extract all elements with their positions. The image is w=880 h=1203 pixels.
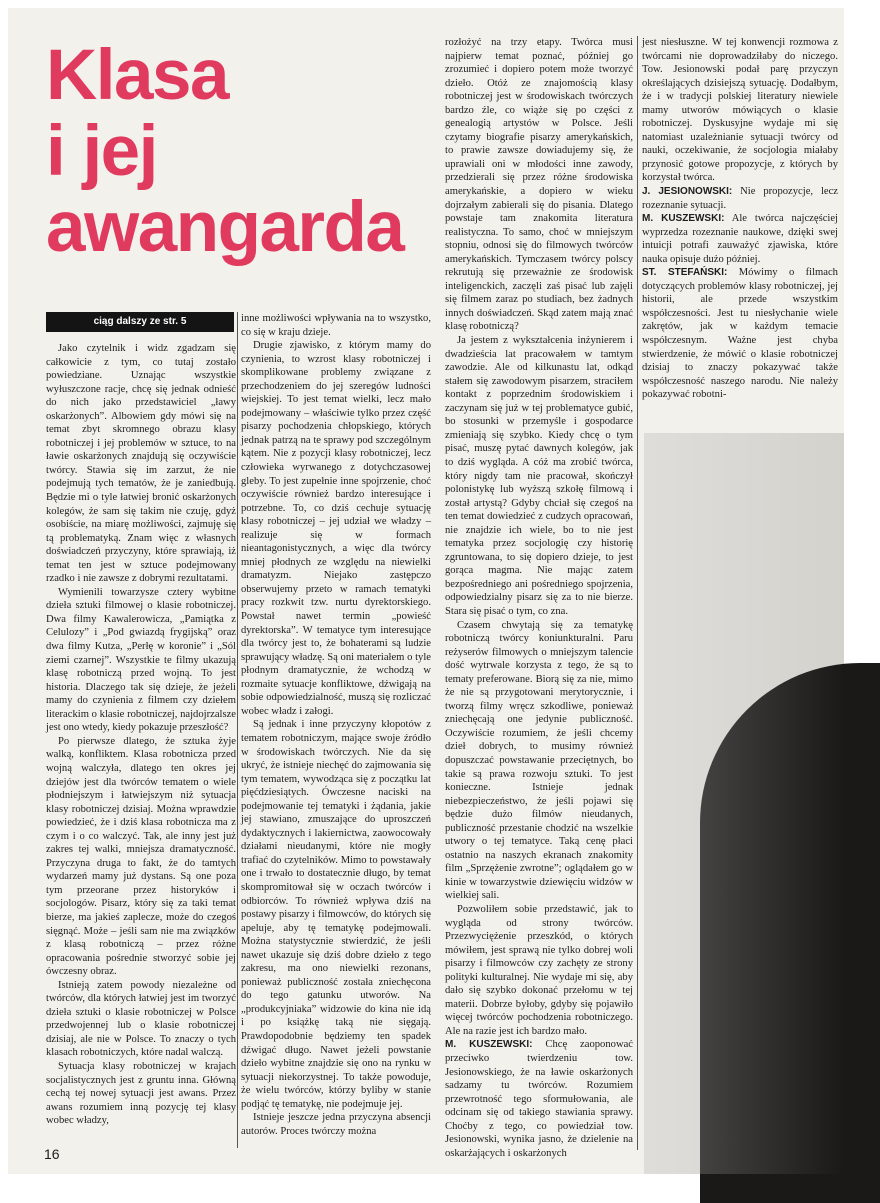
text-column-3 bbox=[445, 36, 634, 1159]
paragraph-text: Drugie zjawisko, z którym mamy do czynienia, to wzrost klasy robotniczej i skomplikowane problemy związane z przechodzeniem do jej szeregów ludności wiejskiej. To jest temat wielki, lecz mało podejmowany – właściwie tylko przez część pisarzy pochodzenia chłopskiego, których jednak patrzą na te sprawy pod szczególnym kątem. Nie z pozycji klasy robotniczej, lecz człowieka wyrwanego z dotychczasowej gleby. To jest zupełnie inne spojrzenie, choć oczywiście również bardzo interesujące i potrzebne. To, co dziś cechuje sytuację klasy robotniczej – jej udział we władzy – realizuje się w formach nieantagonistycznych, a więc dla twórcy mniej płodnych ze względu na niewielki dramatyzm. Niejako zastępczo obserwujemy przeto w ramach tematyki pracy rozkwit tzw. nurtu dyrektorskiego. Powstał nawet termin „powieść dyrektorska”. W tematyce tym interesujące dla twórcy jest to, że bohaterami są ludzie sprawujący władzę. Są oni materiałem o tyle płodnym dramatycznie, że wchodzą w rozmaite sytuacje konfliktowe, dźwigają na sobie odpowiedzialność, muszą się rozliczać wobec władz i załogi. bbox=[241, 340, 431, 717]
paragraph-text: inne możliwości wpływania na to wszystko, co się w kraju dzieje. bbox=[241, 313, 431, 338]
paragraph-text: Sytuacja klasy robotniczej w krajach socjalistycznych jest z gruntu inna. Główną cechą tej nowej sytuacji jest awans. Przez awans rozumiem inną pozycję tej klasy wobec władzy, bbox=[46, 1060, 236, 1127]
speaker-name: M. KUSZEWSKI: bbox=[642, 213, 725, 225]
paragraph-text: Są jednak i inne przyczyny kłopotów z tematem robotniczym, mające swoje źródło w środowiskach twórczych. Nie da się ukryć, że istnieje niechęć do zajmowania się tym tematem, wywodząca się z początku lat pięćdziesiątych. Ówczesne naciski na podejmowanie tej tematyki i żądania, jakie jej stawiano, zmuszające do uproszczeń dydaktycznych i lakiernictwa, zaowocowały działami nieudanymi, które nie mogły trafiać do czytelników. Mimo to powstawały one i trwało to dostatecznie długo, by temat skompromitował się w oczach twórców i odbiorców. To również wpływa dziś na postawy pisarzy i filmowców, do których się apeluje, aby tę tematykę podejmowali. Można statystycznie stwierdzić, że jeśli nawet ukazuje się dziś dobre dzieło z tego zakresu, ma ono niewielki rezonans, ponieważ publiczność została zniechęcona do tego gatunku utworów. Na „produkcyjniaka” widzowie do kina nie idą i po książkę taką nie sięgają. Prawdopodobnie będziemy ten spadek dźwigać długo. Nawet jeżeli powstanie dzieło wybitne znajdzie się ono na rynku w sytuacji niekorzystnej. To także powoduje, że wielu twórców, którzy byliby w stanie podjąć tę tematykę, nie podejmuje jej. bbox=[241, 719, 431, 1110]
paragraph-text: Wymienili towarzysze cztery wybitne dzieła sztuki filmowej o klasie robotniczej. Dwa filmy Kawalerowicza, „Pamiątka z Celulozy” i „Pod gwiazdą frygijską” oraz dwa filmy Kutza, „Perłę w koronie” i „Sól ziemi czarnej”. Wszystkie te filmy ukazują klasę robotniczą przed wojną. To jest historia. Dlaczego tak się dzieje, że jeżeli mamy do czynienia z filmem czy dziełem literackim o klasie robotniczej, najdojrzalsze jest ono wtedy, kiedy pokazuje przeszłość? bbox=[46, 586, 236, 734]
paragraph-text: Po pierwsze dlatego, że sztuka żyje walką, konfliktem. Klasa robotnicza przed wojną walczyła, dlatego ten okres jej dziejów jest dla twórców tematem o wiele płodniejszym i łatwiejszym niż sytuacja klasy robotniczej dzisiaj. Można wprawdzie powiedzieć, że i dziś klasa robotnicza ma z czym i o co walczyć. Tak, ale inny jest już zakres tej walki, mniejsza dramatyczność. Przyczyna druga to fakt, że do tamtych wydarzeń mamy już dystans. Są one poza tym przeorane przez historyków i socjologów. Pisarz, który się za taki temat bierze, ma jakieś zaplecze, może do czegoś sięgnąć. Może – jeśli sam nie ma związków z klasą robotniczą – przez różne opracowania pośrednie stworzyć sobie jej ówczesny obraz. bbox=[46, 735, 236, 978]
paragraph bbox=[46, 979, 236, 1060]
paragraph bbox=[445, 334, 633, 618]
paragraph bbox=[46, 342, 236, 586]
column-divider bbox=[237, 312, 238, 1148]
column-divider bbox=[637, 36, 638, 1150]
paragraph bbox=[241, 312, 431, 339]
page-number: 16 bbox=[44, 1146, 60, 1162]
paragraph bbox=[445, 619, 633, 903]
paragraph bbox=[241, 718, 431, 1111]
paragraph-text: Pozwoliłem sobie przedstawić, jak to wygląda od strony twórców. Przezwyciężenie przeszkód, o których mówiłem, jest sprawą nie tylko dobrej woli pisarzy i filmowców czy zachęty ze strony polityki kulturalnej. Nie wydaje mi się, aby dało się szybko dokonać przełomu w tej materii. Dobrze byłoby, gdyby się pojawiło więcej twórców pochodzenia robotniczego. Ale na razie jest ich bardzo mało. bbox=[445, 904, 633, 1037]
title-line: i jej bbox=[46, 112, 157, 191]
paragraph-text: Mówimy o filmach dotyczących problemów klasy robotniczej, jej historii, ale przede wszystkim współczesności. Jest tu niesłychanie wiele zakrętów, jak w każdym temacie współczesnym. Ważne jest chyba stwierdzenie, że mówić o klasie robotniczej dzisiaj to znaczy pokazywać także współczesność naszego narodu. Nie należy pokazywać robotni- bbox=[642, 267, 838, 401]
paragraph-text: Chcę zaoponować przeciwko twierdzeniu tow. Jesionowskiego, że na ławie oskarżonych sadzamy tu twórców. Rozumiem przewrotność tego sformułowania, ale odcinam się od takiego stawiania sprawy. Choćby z tego, co powiedział tow. Jesionowski, wynika jasno, że dzielenie na oskarżających i oskarżonych bbox=[445, 1039, 634, 1159]
paragraph-text: Nie propozycje, lecz rozeznanie sytuacji. bbox=[642, 186, 838, 211]
portrait-photo bbox=[644, 433, 844, 1174]
paragraph-text: Ja jestem z wykształcenia inżynierem i dwadzieścia lat pracowałem w tamtym zawodzie. Ale od kilkunastu lat, odkąd stałem się zawodowym pisarzem, straciłem kontakt z poprzednim środowiskiem i zaczynam się już w tej problematyce gubić, bo stosunki w przemyśle i gospodarce zmieniają się szybko. Kiedy chcę o tym pisać, muszę pytać dawnych kolegów, jak to dziś wygląda. A cóż ma zrobić twórca, który nigdy tam nie pracował, skończył polonistykę lub wyższą szkołę filmową i został artystą? Gdyby chciał się czegoś na ten temat dowiedzieć z cudzych opracowań, nie znajdzie ich wiele, bo to nie jest tematyka przez socjologię czy historię zgruntowana, to się dopiero dzieje, to jest gorąca magma. Nie mając zatem bezpośredniego ani pośredniego spojrzenia, odpowiedzialny pisarz się za to nie bierze. Stara się pisać o tym, co zna. bbox=[445, 335, 633, 617]
speaker-name: ST. STEFAŃSKI: bbox=[642, 267, 728, 279]
magazine-page bbox=[8, 8, 844, 1174]
article-title bbox=[46, 38, 403, 266]
paragraph bbox=[642, 266, 838, 401]
title-line: Klasa bbox=[46, 36, 228, 115]
speaker-name: M. KUSZEWSKI: bbox=[445, 1039, 533, 1051]
paragraph bbox=[642, 36, 838, 185]
paragraph bbox=[445, 1038, 633, 1160]
continuation-label: ciąg dalszy ze str. 5 bbox=[46, 312, 234, 332]
paragraph bbox=[46, 735, 236, 979]
speaker-name: J. JESIONOWSKI: bbox=[642, 186, 733, 198]
paragraph-text: rozłożyć na trzy etapy. Twórca musi najpierw temat poznać, później go zrozumieć i dopiero potem może tworzyć dzieło. Otóż ze znajomością klasy robotniczej jest w środowiskach twórczych bardzo źle, co wiąże się po części z genealogią artystów w Polsce. Jeśli czytamy biografie pisarzy amerykańskich, to prawie zawsze dowiadujemy się, że uprawiali oni w młodości inne zawody, przedzierali się przez różne środowiska amerykańskie, a dopiero w wieku dojrzałym zabierali się do pisania. Dlatego powstaje tam znakomita literatura realistyczna. To samo, choć w mniejszym stopniu, odnosi się do filmowych twórców amerykańskich. Tymczasem twórcy polscy rekrutują się przeważnie ze środowisk inteligenckich, zaczęli zaś pisać lub zajęli się filmem zaraz po studiach, bez żadnych innych doświadczeń. Skąd zatem mają znać klasę robotniczą? bbox=[445, 37, 633, 333]
text-column-1 bbox=[46, 342, 236, 1148]
text-column-2 bbox=[241, 312, 431, 1148]
paragraph-text: Istnieje jeszcze jedna przyczyna absencji autorów. Proces twórczy można bbox=[241, 1112, 431, 1137]
paragraph-text: jest niesłuszne. W tej konwencji rozmowa z twórcami nie doprowadziłaby do niczego. Tow. Jesionowski podał parę przyczyn określających dzisiejszą sytuację. Dodałbym, że i w tradycji polskiej literatury niewiele mamy utworów mówiących o klasie robotniczej. Dyskusyjne wydaje mi się natomiast uzależnianie sytuacji twórcy od nauki, oczekiwanie, że socjologia miałaby przynosić gotowe propozycje, z których by korzystał twórca. bbox=[642, 37, 838, 184]
paragraph bbox=[642, 212, 838, 266]
paragraph-text: Czasem chwytają się za tematykę robotniczą twórcy koniunkturalni. Paru reżyserów filmowych o mniejszym talencie dość wytrwale korzysta z tego, że są to tematy preferowane. Biorą się za nie, mimo że nie są przygotowani merytorycznie, i tworzą filmy wręcz szkodliwe, ponieważ zniechęcają one jedynie publiczność. Oczywiście rozumiem, że jeśli chcemy dzieł dobrych, to musimy również dopuszczać powstawanie przeciętnych, bo takie są prawa rozwoju sztuki. To jest konieczne. Istnieje jednak niebezpieczeństwo, że jeśli pojawi się będzie dużo filmów nieudanych, publiczność przestanie chodzić na wszelkie utwory o tej tematyce. Taką cenę płaci ostatnio na naszych ekranach znakomity film „Sprzężenie zwrotne”; oglądałem go w kinie w towarzystwie dziewięciu widzów w wielkiej sali. bbox=[445, 619, 633, 902]
text-column-4 bbox=[642, 36, 838, 406]
paragraph bbox=[241, 339, 431, 718]
paragraph-text: Ale twórca najczęściej wyprzedza rozeznanie naukowe, dzięki swej intuicji potrafi zauważyć zjawiska, które nauka opisuje dużo później. bbox=[642, 213, 838, 265]
paragraph bbox=[46, 586, 236, 735]
paragraph bbox=[445, 36, 633, 334]
title-line: awangarda bbox=[46, 188, 404, 267]
paragraph bbox=[642, 185, 838, 212]
paragraph bbox=[46, 1060, 236, 1128]
paragraph-text: Istnieją zatem powody niezależne od twórców, dla których łatwiej jest im tworzyć dzieła sztuki o klasie robotniczej w Polsce przedwojennej lub o klasie robotniczej dzisiaj, ale nie w Polsce. To znaczy o tych klasach robotniczych, które nadal walczą. bbox=[46, 979, 236, 1059]
paragraph-text: Jako czytelnik i widz zgadzam się całkowicie z tym, co tutaj zostało powiedziane. Uznając wszystkie wyłuszczone racje, chcę się jednak odnieść do nich jako przedstawiciel „ławy oskarżonych”. Albowiem gdy mówi się na temat zbyt skromnego obrazu klasy robotniczej i jej problemów w sztuce, to na ławie oskarżonych znajdują się oczywiście twórcy. Stawia się im zarzut, że nie podejmują tych tematów, że je zaniedbują. Będzie mi o tyle łatwiej bronić oskarżonych kolegów, że sam się takim nie czuję, gdyż osobiście, na miarę możliwości, zajmuję się tą problematyką. Znam więc z własnych doświadczeń przyczyny, które sprawiają, iż temat ten jest w sztuce podejmowany rzadko i nie zawsze z dobrymi rezultatami. bbox=[46, 343, 236, 585]
paragraph bbox=[241, 1111, 431, 1138]
paragraph bbox=[445, 903, 633, 1038]
